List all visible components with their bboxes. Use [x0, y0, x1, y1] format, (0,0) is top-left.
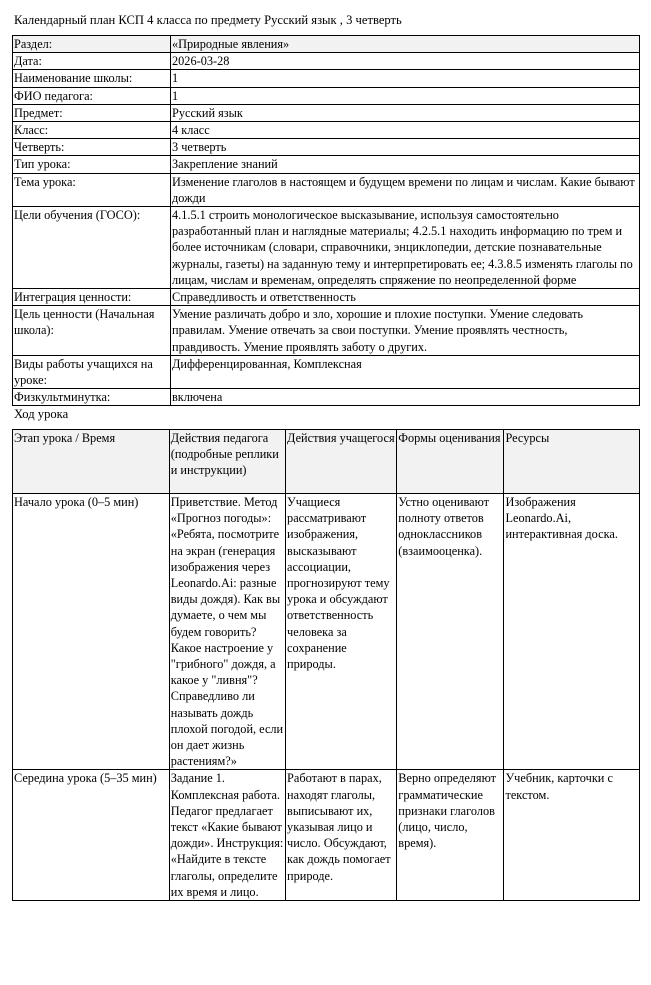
info-value: Русский язык — [171, 104, 640, 121]
info-label: Физкультминутка: — [13, 389, 171, 406]
header-resources: Ресурсы — [504, 430, 640, 494]
info-label: Класс: — [13, 122, 171, 139]
info-value: Умение различать добро и зло, хорошие и плохие поступки. Умение следовать правилам. Умение отвечать за свои поступки. Умение проявлять честность, правдивость. Умение проявлять заботу о других. — [171, 306, 640, 356]
info-row-physical-break — [13, 389, 640, 406]
info-label: Тип урока: — [13, 156, 171, 173]
teacher-actions-cell: Задание 1. Комплексная работа. Педагог предлагает текст «Какие бывают дожди». Инструкция: «Найдите в тексте глаголы, определите их время и лицо. — [169, 770, 285, 901]
header-teacher-actions: Действия педагога (подробные реплики и инструкции) — [169, 430, 285, 494]
info-label: Тема урока: — [13, 173, 171, 206]
info-value: 2026-03-28 — [171, 53, 640, 70]
info-row-section — [13, 36, 640, 53]
info-label: Предмет: — [13, 104, 171, 121]
resources-cell: Учебник, карточки с текстом. — [504, 770, 640, 901]
header-assessment: Формы оценивания — [397, 430, 504, 494]
lesson-flow-table — [12, 429, 640, 901]
info-value: включена — [171, 389, 640, 406]
info-label: Четверть: — [13, 139, 171, 156]
info-value: 4.1.5.1 строить монологическое высказывание, используя самостоятельно разработанный план и наглядные материалы; 4.2.5.1 находить информацию по трем и более источникам (словари, справочники, энциклопедии, детские познавательные журналы, газеты) на заданную тему и интерпретировать ее; 4.3.8.5 изменять глаголы по лицам, числам и временам, определять спряжение по неопределенной форме — [171, 207, 640, 289]
info-value: Справедливость и ответственность — [171, 289, 640, 306]
info-label: Интеграция ценности: — [13, 289, 171, 306]
info-value: Закрепление знаний — [171, 156, 640, 173]
info-value: 3 четверть — [171, 139, 640, 156]
lesson-flow-heading: Ход урока — [14, 407, 69, 421]
info-value: 4 класс — [171, 122, 640, 139]
lesson-info-table — [12, 35, 640, 406]
lesson-row-middle — [13, 770, 640, 901]
info-value: «Природные явления» — [171, 36, 640, 53]
assessment-cell: Устно оценивают полноту ответов одноклассников (взаимооценка). — [397, 494, 504, 770]
info-row-learning-goals — [13, 207, 640, 289]
info-label: Цель ценности (Начальная школа): — [13, 306, 171, 356]
info-row-teacher — [13, 87, 640, 104]
info-row-grade — [13, 122, 640, 139]
header-student-actions: Действия учащегося — [286, 430, 397, 494]
info-row-date — [13, 53, 640, 70]
info-label: Цели обучения (ГОСО): — [13, 207, 171, 289]
info-label: Дата: — [13, 53, 171, 70]
assessment-cell: Верно определяют грамматические признаки глаголов (лицо, число, время). — [397, 770, 504, 901]
info-row-lesson-type — [13, 156, 640, 173]
stage-cell: Середина урока (5–35 мин) — [13, 770, 170, 901]
document-title: Календарный план КСП 4 класса по предмету Русский язык , 3 четверть — [14, 13, 402, 27]
lesson-table-header-row — [13, 430, 640, 494]
student-actions-cell: Учащиеся рассматривают изображения, высказывают ассоциации, прогнозируют тему урока и обсуждают ответственность человека за сохранение природы. — [286, 494, 397, 770]
info-row-school — [13, 70, 640, 87]
lesson-row-start — [13, 494, 640, 770]
info-label: Наименование школы: — [13, 70, 171, 87]
info-value: 1 — [171, 70, 640, 87]
info-row-value-goal — [13, 306, 640, 356]
info-value: Дифференцированная, Комплексная — [171, 355, 640, 388]
info-row-value-integration — [13, 289, 640, 306]
resources-cell: Изображения Leonardo.Ai, интерактивная доска. — [504, 494, 640, 770]
student-actions-cell: Работают в парах, находят глаголы, выписывают их, указывая лицо и число. Обсуждают, как дождь помогает природе. — [286, 770, 397, 901]
teacher-actions-cell: Приветствие. Метод «Прогноз погоды»: «Ребята, посмотрите на экран (генерация изображения через Leonardo.Ai: разные виды дождя). Как вы думаете, о чем мы будем говорить? Какое настроение у "грибного" дождя, а какое у "ливня"? Справедливо ли называть дождь плохой погодой, если он дает жизнь растениям?» — [169, 494, 285, 770]
info-row-subject — [13, 104, 640, 121]
info-value: 1 — [171, 87, 640, 104]
info-label: ФИО педагога: — [13, 87, 171, 104]
info-label: Виды работы учащихся на уроке: — [13, 355, 171, 388]
info-row-work-types — [13, 355, 640, 388]
info-value: Изменение глаголов в настоящем и будущем времени по лицам и числам. Какие бывают дожди — [171, 173, 640, 206]
stage-cell: Начало урока (0–5 мин) — [13, 494, 170, 770]
info-row-topic — [13, 173, 640, 206]
info-row-quarter — [13, 139, 640, 156]
header-stage: Этап урока / Время — [13, 430, 170, 494]
info-label: Раздел: — [13, 36, 171, 53]
